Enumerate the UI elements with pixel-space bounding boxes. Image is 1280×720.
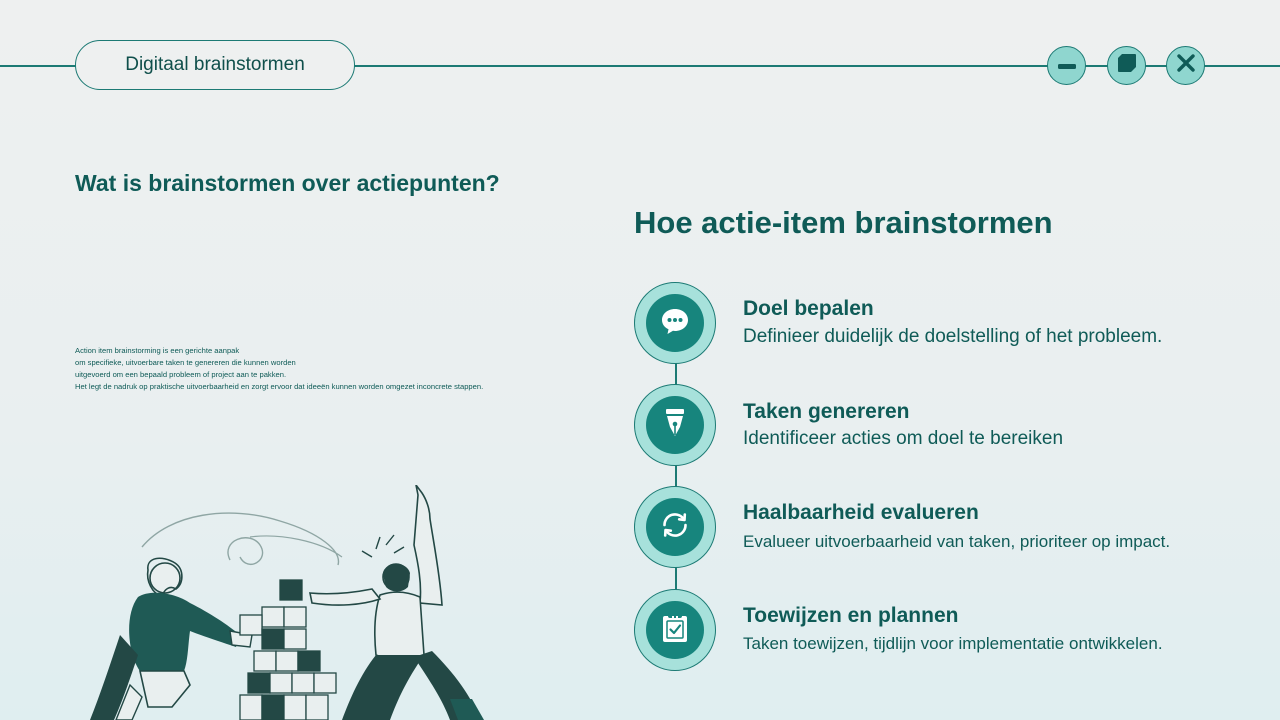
step-2-title: Taken genereren bbox=[743, 400, 910, 423]
square-icon bbox=[1117, 53, 1137, 78]
body-line: Action item brainstorming is een gerichte aanpak bbox=[75, 346, 240, 355]
step-2-badge bbox=[634, 384, 716, 466]
woman-figure bbox=[90, 558, 252, 720]
step-1-description: Definieer duidelijk de doelstelling of het probleem. bbox=[743, 326, 1163, 347]
step-3-badge bbox=[634, 486, 716, 568]
body-line: Het legt de nadruk op praktische uitvoerbaarheid en zorgt ervoor dat ideeën kunnen worden omgezet inconcrete stappen. bbox=[75, 382, 484, 391]
pen-nib-icon bbox=[661, 408, 689, 443]
window-title bbox=[75, 40, 355, 90]
step-4-badge bbox=[634, 589, 716, 671]
step-2-description: Identificeer acties om doel te bereiken bbox=[743, 428, 1064, 449]
close-button[interactable] bbox=[1166, 46, 1205, 85]
step-3-title: Haalbaarheid evalueren bbox=[743, 501, 979, 524]
refresh-icon bbox=[660, 510, 690, 545]
chat-bubble-icon bbox=[660, 306, 690, 341]
step-1-badge bbox=[634, 282, 716, 364]
team-building-illustration bbox=[80, 485, 500, 720]
step-4-title: Toewijzen en plannen bbox=[743, 604, 959, 627]
clipboard-check-icon bbox=[661, 612, 689, 649]
timeline-connector bbox=[675, 330, 677, 630]
body-line: om specifieke, uitvoerbare taken te genereren die kunnen worden bbox=[75, 358, 296, 367]
window-title-label: Digitaal brainstormen bbox=[125, 54, 305, 75]
close-icon bbox=[1177, 54, 1195, 77]
maximize-button[interactable] bbox=[1107, 46, 1146, 85]
right-heading: Hoe actie-item brainstormen bbox=[634, 205, 1053, 240]
minus-icon bbox=[1058, 57, 1076, 75]
body-line: uitgevoerd om een bepaald probleem of project aan te pakken. bbox=[75, 370, 287, 379]
step-3-description: Evalueer uitvoerbaarheid van taken, prioriteer op impact. bbox=[743, 532, 1171, 551]
step-4-description: Taken toewijzen, tijdlijn voor implementatie ontwikkelen. bbox=[743, 634, 1163, 653]
left-heading: Wat is brainstormen over actiepunten? bbox=[75, 170, 500, 196]
minimize-button[interactable] bbox=[1047, 46, 1086, 85]
left-body-text bbox=[75, 345, 595, 393]
step-1-title: Doel bepalen bbox=[743, 297, 874, 320]
